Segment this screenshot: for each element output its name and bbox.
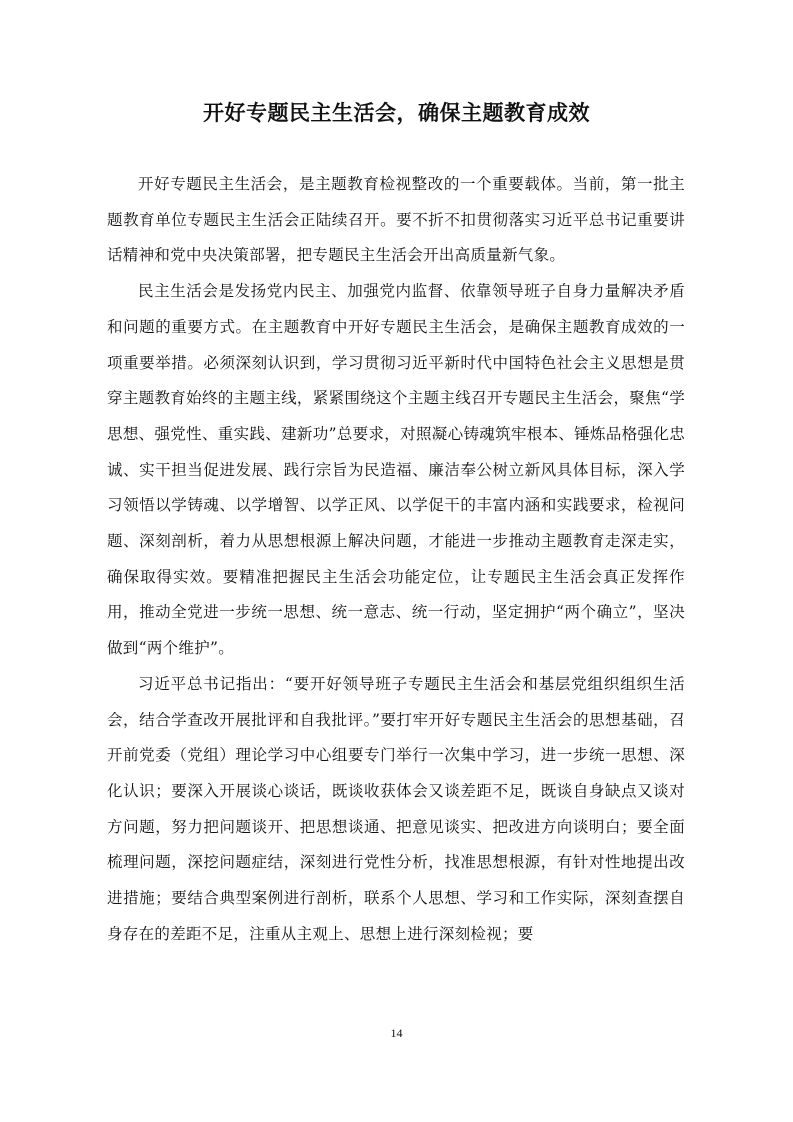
paragraph-3: 习近平总书记指出：“要开好领导班子专题民主生活会和基层党组织组织生活会，结合学查改开展批评和自我批评。”要打牢开好专题民主生活会的思想基础，召开前党委（党组）理论学习中心组要专门举行一次集中学习，进一步统一思想、深化认识；要深入开展谈心谈话，既谈收获体会又谈差距不足，既谈自身缺点又谈对方问题，努力把问题谈开、把思想谈通、把意见谈实、把改进方向谈明白；要全面梳理问题，深挖问题症结，深刻进行党性分析，找准思想根源，有针对性地提出改进措施；要结合典型案例进行剖析，联系个人思想、学习和工作实际，深刻查摆自身存在的差距不足，注重从主观上、思想上进行深刻检视；要 <box>107 674 685 943</box>
document-body <box>107 167 685 952</box>
page-number: 14 <box>390 1026 403 1040</box>
paragraph-1: 开好专题民主生活会，是主题教育检视整改的一个重要载体。当前，第一批主题教育单位专题民主生活会正陆续召开。要不折不扣贯彻落实习近平总书记重要讲话精神和党中央决策部署，把专题民主生活会开出高质量新气象。 <box>107 175 685 265</box>
document-title: 开好专题民主生活会，确保主题教育成效 <box>203 101 590 125</box>
paragraph-2: 民主生活会是发扬党内民主、加强党内监督、依靠领导班子自身力量解决矛盾和问题的重要方式。在主题教育中开好专题民主生活会，是确保主题教育成效的一项重要举措。必须深刻认识到，学习贯彻习近平新时代中国特色社会主义思想是贯穿主题教育始终的主题主线，紧紧围绕这个主题主线召开专题民主生活会，聚焦“学思想、强党性、重实践、建新功”总要求，对照凝心铸魂筑牢根本、锤炼品格强化忠诚、实干担当促进发展、践行宗旨为民造福、廉洁奉公树立新风具体目标，深入学习领悟以学铸魂、以学增智、以学正风、以学促干的丰富内涵和实践要求，检视问题、深刻剖析，着力从思想根源上解决问题，才能进一步推动主题教育走深走实，确保取得实效。要精准把握民主生活会功能定位，让专题民主生活会真正发挥作用，推动全党进一步统一思想、统一意志、统一行动，坚定拥护“两个确立”，坚决做到“两个维护”。 <box>107 282 685 658</box>
